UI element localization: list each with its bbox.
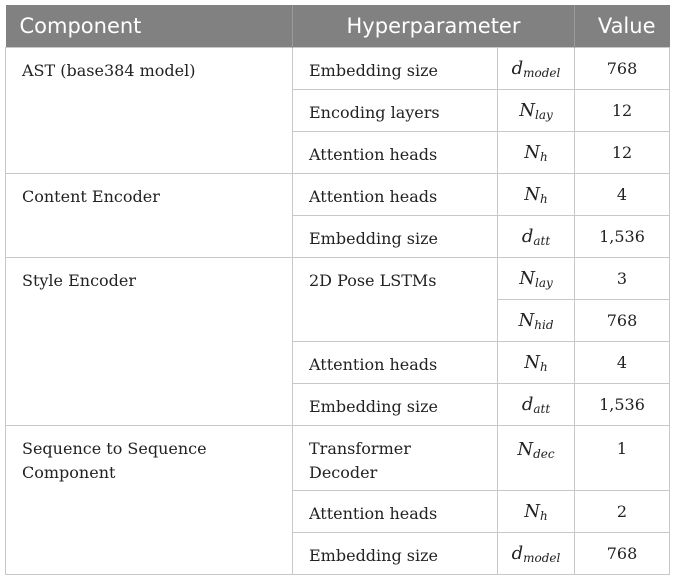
hyperparameter-table (5, 5, 670, 575)
symbol-cell: $N_h$ (498, 131, 575, 173)
value-cell: 4 (575, 341, 670, 383)
value-cell: 4 (575, 173, 670, 215)
symbol-cell: $N_{dec}$ (498, 425, 575, 490)
symbol-cell: $d_{model}$ (498, 47, 575, 89)
value-cell: 1,536 (575, 215, 670, 257)
value-cell: 1 (575, 425, 670, 490)
header-row (6, 5, 670, 47)
table-row (6, 47, 670, 89)
value-cell: 768 (575, 532, 670, 574)
param-cell: 2D Pose LSTMs (293, 257, 498, 341)
symbol-cell: $N_h$ (498, 341, 575, 383)
symbol-cell: $N_{lay}$ (498, 89, 575, 131)
table-row (6, 173, 670, 215)
symbol-cell: $N_h$ (498, 173, 575, 215)
param-cell: Attention heads (293, 490, 498, 532)
param-cell: Encoding layers (293, 89, 498, 131)
symbol-cell: $d_{model}$ (498, 532, 575, 574)
param-cell: Transformer Decoder (293, 425, 498, 490)
symbol-cell: $N_{hid}$ (498, 299, 575, 341)
param-cell: Attention heads (293, 173, 498, 215)
table-body (6, 47, 670, 574)
value-cell: 12 (575, 131, 670, 173)
param-cell: Embedding size (293, 215, 498, 257)
param-cell: Embedding size (293, 532, 498, 574)
value-cell: 3 (575, 257, 670, 299)
param-cell: Embedding size (293, 47, 498, 89)
header-hyperparameter: Hyperparameter (293, 5, 575, 47)
param-cell: Attention heads (293, 341, 498, 383)
component-cell: Style Encoder (6, 257, 293, 425)
symbol-cell: $N_h$ (498, 490, 575, 532)
component-cell: Content Encoder (6, 173, 293, 257)
header-component: Component (19, 13, 142, 38)
table-header (6, 5, 670, 47)
value-cell: 768 (575, 47, 670, 89)
param-cell: Embedding size (293, 383, 498, 425)
value-cell: 2 (575, 490, 670, 532)
table-row (6, 425, 670, 490)
header-value: Value (575, 5, 670, 47)
symbol-cell: $d_{att}$ (498, 215, 575, 257)
component-cell: Sequence to Sequence Component (6, 425, 293, 574)
symbol-cell: $N_{lay}$ (498, 257, 575, 299)
value-cell: 768 (575, 299, 670, 341)
component-cell: AST (base384 model) (6, 47, 293, 173)
param-cell: Attention heads (293, 131, 498, 173)
value-cell: 1,536 (575, 383, 670, 425)
value-cell: 12 (575, 89, 670, 131)
symbol-cell: $d_{att}$ (498, 383, 575, 425)
table-row (6, 257, 670, 299)
